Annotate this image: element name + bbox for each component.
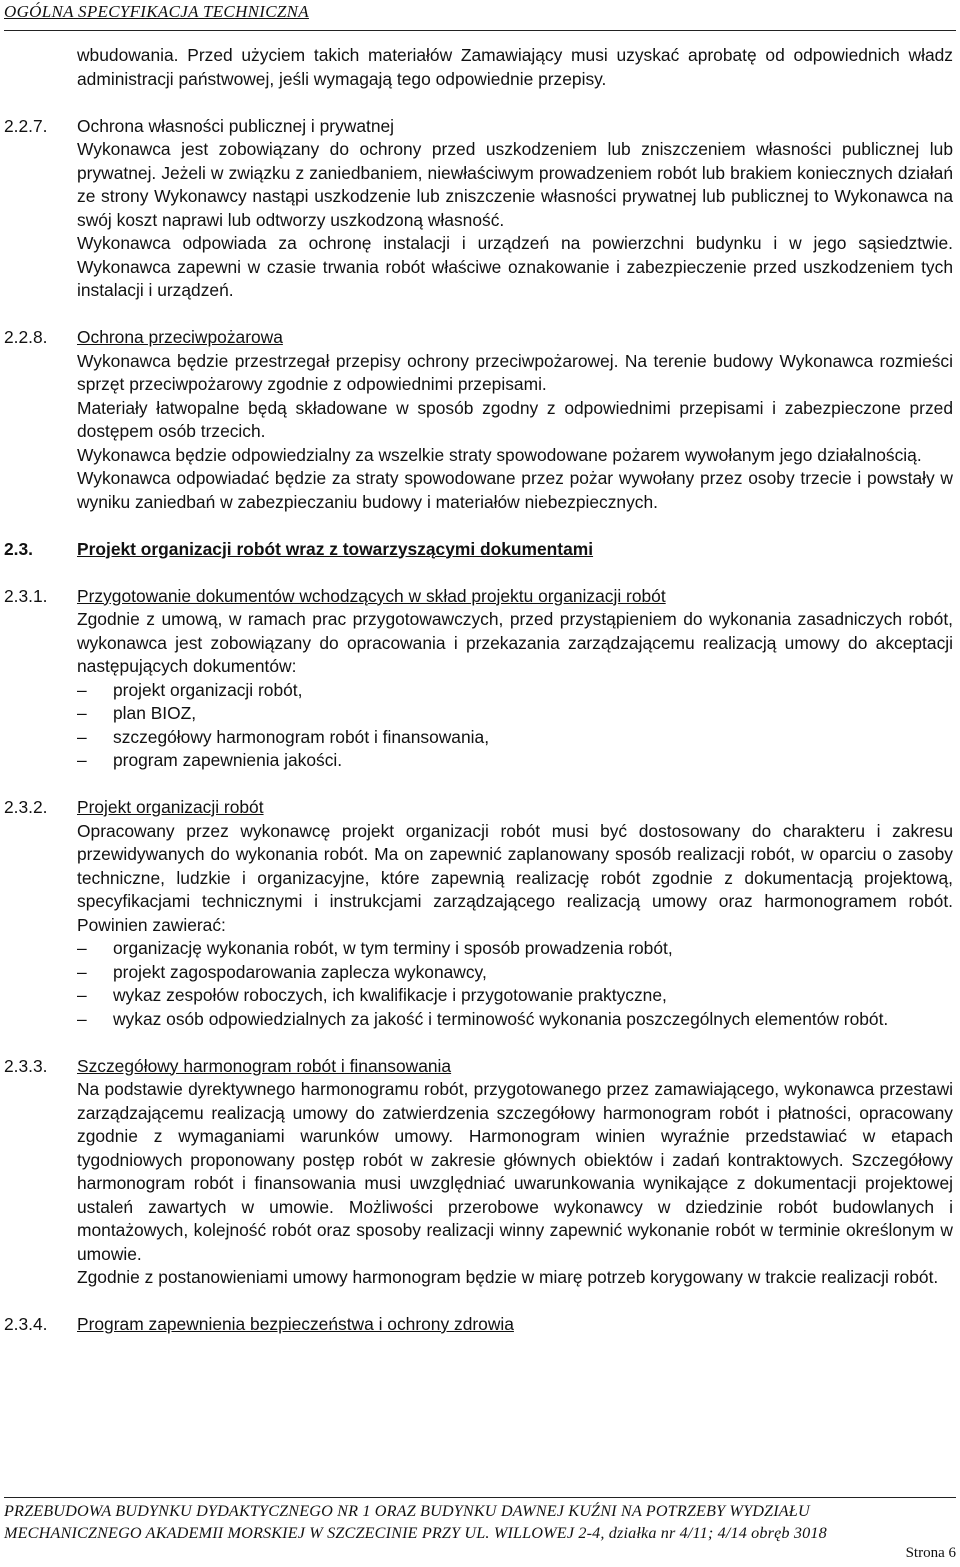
page-header	[4, 2, 956, 31]
paragraph: Wykonawca jest zobowiązany do ochrony przed uszkodzeniem lub zniszczeniem własności publicznej lub prywatnej. Jeżeli w związku z zaniedbaniem, niewłaściwym prowadzeniem robót lub brakiem koniecznych działań ze strony Wykonawcy nastąpi uszkodzenie lub zniszczenie własności prywatnej lub publicznej to Wykonawca na swój koszt naprawi lub odtworzy uszkodzoną własność.	[77, 139, 953, 230]
paragraph: Zgodnie z umową, w ramach prac przygotowawczych, przed przystąpieniem do wykonania zasadniczych robót, wykonawca jest zobowiązany do opracowania i przekazania zarządzającemu realizacją umowy do akceptacji następujących dokumentów:	[77, 609, 953, 676]
header-title: OGÓLNA SPECYFIKACJA TECHNICZNA	[4, 2, 309, 21]
document-list	[77, 679, 953, 773]
section-number: 2.2.7.	[4, 115, 48, 136]
list-item: – szczegółowy harmonogram robót i finansowania,	[77, 726, 953, 750]
section-number: 2.2.8.	[4, 327, 48, 347]
paragraph: Wykonawca odpowiadać będzie za straty spowodowane przez pożar wywołany przez osoby trzecie i powstały w wyniku zaniedbań w zabezpieczaniu budowy i materiałów niebezpiecznych.	[77, 468, 953, 512]
page-number: Strona 6	[905, 1545, 956, 1561]
section-2-3	[0, 538, 960, 562]
list-item: – plan BIOZ,	[77, 702, 953, 726]
list-item: – wykaz osób odpowiedzialnych za jakość i terminowość wykonania poszczególnych elementów robót.	[77, 1008, 953, 1032]
dash-icon: –	[77, 750, 87, 770]
section-2-3-4	[0, 1313, 960, 1337]
paragraph: Opracowany przez wykonawcę projekt organizacji robót musi być dostosowany do charakteru i zakresu przewidywanych do wykonania robót. Ma on zapewnić zaplanowany sposób realizacji robót, w oparciu o zasoby techniczne, ludzkie i organizacyjne, które zapewnią realizację robót zgodnie z dokumentacją projektową, specyfikacjami technicznymi i instrukcjami zarządzającego realizacją umowy oraz harmonogramem robót. Powinien zawierać:	[77, 820, 953, 935]
section-number: 2.3.	[4, 538, 34, 559]
paragraph: Wykonawca odpowiada za ochronę instalacji i urządzeń na powierzchni budynku i w jego sąsiedztwie. Wykonawca zapewni w czasie trwania robót właściwe oznakowanie i zabezpieczenie przed uszkodzeniem tych instalacji i urządzeń.	[77, 233, 953, 300]
paragraph: Zgodnie z postanowieniami umowy harmonogram będzie w miarę potrzeb korygowany w trakcie realizacji robót.	[77, 1267, 939, 1287]
dash-icon: –	[77, 1008, 87, 1029]
list-item: – projekt zagospodarowania zaplecza wykonawcy,	[77, 961, 953, 985]
intro-text: wbudowania. Przed użyciem takich materiałów Zamawiający musi uzyskać aprobatę od odpowiednich władz administracji państwowej, jeśli wymagają tego odpowiednie przepisy.	[77, 45, 953, 89]
dash-icon: –	[77, 703, 87, 723]
dash-icon: –	[77, 938, 87, 958]
section-number: 2.3.1.	[4, 585, 48, 606]
section-title: Przygotowanie dokumentów wchodzących w skład projektu organizacji robót	[77, 585, 666, 606]
section-2-2-7	[0, 115, 960, 303]
page-footer	[4, 1497, 956, 1562]
section-number: 2.3.4.	[4, 1314, 48, 1334]
list-item: – projekt organizacji robót,	[77, 679, 953, 703]
intro-paragraph	[0, 44, 960, 91]
paragraph: Na podstawie dyrektywnego harmonogramu robót, przygotowanego przez zamawiającego, wykonawca przestawi zarządzającemu realizacją umowy do zatwierdzenia szczegółowy harmonogram robót i płatności, opracowany zgodnie z wymaganiami warunków umowy. Harmonogram winien wyraźnie przedstawiać w etapach tygodniowych proponowany postęp robót w zakresie głównych obiektów i zadań kontraktowych. Szczegółowy harmonogram robót i finansowania musi uwzględniać uwarunkowania wynikające z dokumentacji projektowej ustaleń zawartych w umowie. Możliwości przerobowe wykonawcy w dziedzinie robót budowlanych i montażowych, kolejność robót oraz sposoby realizacji winny zapewnić wykonanie robót w terminie określonym w umowie.	[77, 1079, 953, 1264]
paragraph: Wykonawca będzie przestrzegał przepisy ochrony przeciwpożarowej. Na terenie budowy Wykonawca rozmieści sprzęt przeciwpożarowy zgodnie z odpowiednimi przepisami.	[77, 350, 953, 394]
section-title: Ochrona przeciwpożarowa	[77, 327, 283, 347]
section-title: Projekt organizacji robót wraz z towarzyszącymi dokumentami	[77, 538, 594, 559]
list-item: – program zapewnienia jakości.	[77, 749, 953, 773]
section-2-3-3	[0, 1055, 960, 1290]
footer-line-1: PRZEBUDOWA BUDYNKU DYDAKTYCZNEGO NR 1 ORAZ BUDYNKU DAWNEJ KUŹNI NA POTRZEBY WYDZIAŁU	[4, 1502, 810, 1520]
contents-list	[77, 937, 953, 1031]
section-title: Ochrona własności publicznej i prywatnej	[77, 115, 395, 136]
footer-line-2: MECHANICZNEGO AKADEMII MORSKIEJ W SZCZECINIE PRZY UL. WILLOWEJ 2-4, działka nr 4/11; 4/14 obręb 3018	[4, 1524, 827, 1542]
dash-icon: –	[77, 961, 87, 982]
paragraph: Materiały łatwopalne będą składowane w sposób zgodny z odpowiednimi przepisami i zabezpieczone przed dostępem osób trzecich.	[77, 397, 953, 441]
section-number: 2.3.3.	[4, 1055, 48, 1076]
section-title: Program zapewnienia bezpieczeństwa i ochrony zdrowia	[77, 1314, 514, 1334]
list-item: – organizację wykonania robót, w tym terminy i sposób prowadzenia robót,	[77, 937, 953, 961]
section-title: Projekt organizacji robót	[77, 797, 264, 817]
section-2-3-2	[0, 796, 960, 1031]
dash-icon: –	[77, 679, 87, 700]
paragraph: Wykonawca będzie odpowiedzialny za wszelkie straty spowodowane pożarem wywołanym jego działalnością.	[77, 444, 922, 465]
section-2-2-8	[0, 326, 960, 514]
dash-icon: –	[77, 985, 87, 1005]
dash-icon: –	[77, 726, 87, 747]
list-item: – wykaz zespołów roboczych, ich kwalifikacje i przygotowanie praktyczne,	[77, 984, 953, 1008]
section-number: 2.3.2.	[4, 797, 48, 817]
section-2-3-1	[0, 585, 960, 773]
section-title: Szczegółowy harmonogram robót i finansowania	[77, 1055, 452, 1076]
document-body	[0, 44, 960, 1337]
